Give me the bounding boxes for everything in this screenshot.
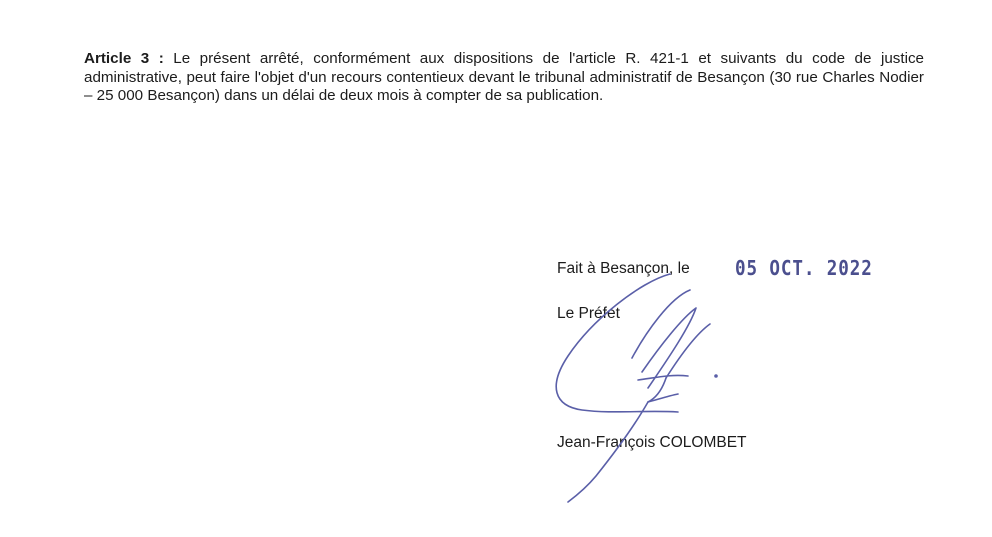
article-text: Le présent arrêté, conformément aux dispositions de l'article R. 421-1 et suivants du code de justice administrative, peut faire l'objet d'un recours contentieux devant le tribunal administratif de Besançon (30 rue Charles Nodier – 25 000 Besançon) dans un délai de deux mois à compter de sa publication.	[84, 50, 924, 104]
article-label: Article 3 :	[84, 50, 164, 67]
signatory-title: Le Préfet	[557, 305, 620, 322]
signature-stroke-cross	[638, 375, 688, 380]
signature-stroke-tail	[568, 402, 648, 502]
signature-dot	[714, 374, 718, 378]
handwritten-signature-icon	[520, 260, 760, 510]
date-stamp: 05 OCT. 2022	[735, 256, 873, 280]
signatory-name: Jean-François COLOMBET	[557, 434, 747, 451]
signature-stroke-upright-1	[632, 290, 690, 358]
place-and-date-label: Fait à Besançon, le	[557, 260, 690, 277]
